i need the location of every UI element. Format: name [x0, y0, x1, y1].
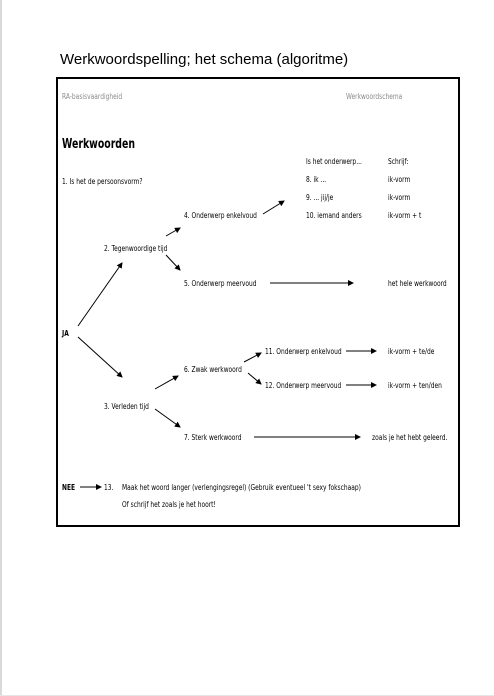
schema-frame — [56, 77, 460, 527]
row-onderwerp-10: 10. iemand anders — [306, 211, 362, 220]
step-12: 12. Onderwerp meervoud — [265, 381, 342, 390]
nee-line-2: Of schrijf het zoals je het hoort! — [122, 500, 216, 509]
arrow-ja-to-2 — [78, 263, 122, 326]
step-7: 7. Sterk werkwoord — [184, 433, 242, 442]
step-2: 2. Tegenwoordige tijd — [104, 244, 168, 253]
step-3: 3. Verleden tijd — [104, 402, 149, 411]
row-onderwerp-8: 8. ik ... — [306, 175, 327, 184]
question-1: 1. Is het de persoonsvorm? — [62, 177, 143, 186]
arrow-layer — [58, 79, 460, 527]
row-schrijf-10: ik-vorm + t — [388, 211, 422, 220]
row-schrijf-9: ik-vorm — [388, 193, 411, 202]
schema-heading: Werkwoorden — [62, 137, 136, 152]
step-11: 11. Onderwerp enkelvoud — [265, 347, 342, 356]
page-title: Werkwoordspelling; het schema (algoritme) — [60, 51, 349, 68]
step-5: 5. Onderwerp meervoud — [184, 279, 257, 288]
page-left-edge — [0, 0, 2, 696]
nee-line-1: Maak het woord langer (verlengingsregel) (Gebruik eventueel 't sexy fokschaap) — [122, 483, 361, 492]
result-12: ik-vorm + ten/den — [388, 381, 442, 390]
header-left: RA-basisvaardigheid — [62, 92, 123, 101]
arrow-4-to-table — [263, 201, 284, 214]
nee-label: NEE — [62, 483, 76, 492]
row-schrijf-8: ik-vorm — [388, 175, 411, 184]
step-6: 6. Zwak werkwoord — [184, 365, 242, 374]
column-onderwerp: Is het onderwerp... — [306, 157, 362, 166]
step-4: 4. Onderwerp enkelvoud — [184, 211, 257, 220]
column-schrijf: Schrijf: — [388, 157, 409, 166]
result-5: het hele werkwoord — [388, 279, 447, 288]
header-right: Werkwoordschema — [346, 92, 403, 101]
arrow-ja-to-3 — [78, 337, 122, 377]
row-onderwerp-9: 9. ... jij/je — [306, 193, 334, 202]
step-13: 13. — [104, 483, 114, 492]
arrow-3-to-7 — [155, 409, 180, 427]
arrow-6-to-11 — [244, 353, 261, 362]
arrow-6-to-12 — [248, 373, 261, 384]
arrow-2-to-5 — [166, 255, 180, 270]
result-7: zoals je het hebt geleerd. — [372, 433, 448, 442]
arrow-3-to-6 — [155, 376, 178, 389]
arrow-2-to-4 — [166, 228, 180, 236]
result-11: ik-vorm + te/de — [388, 347, 435, 356]
ja-label: JA — [62, 329, 69, 338]
